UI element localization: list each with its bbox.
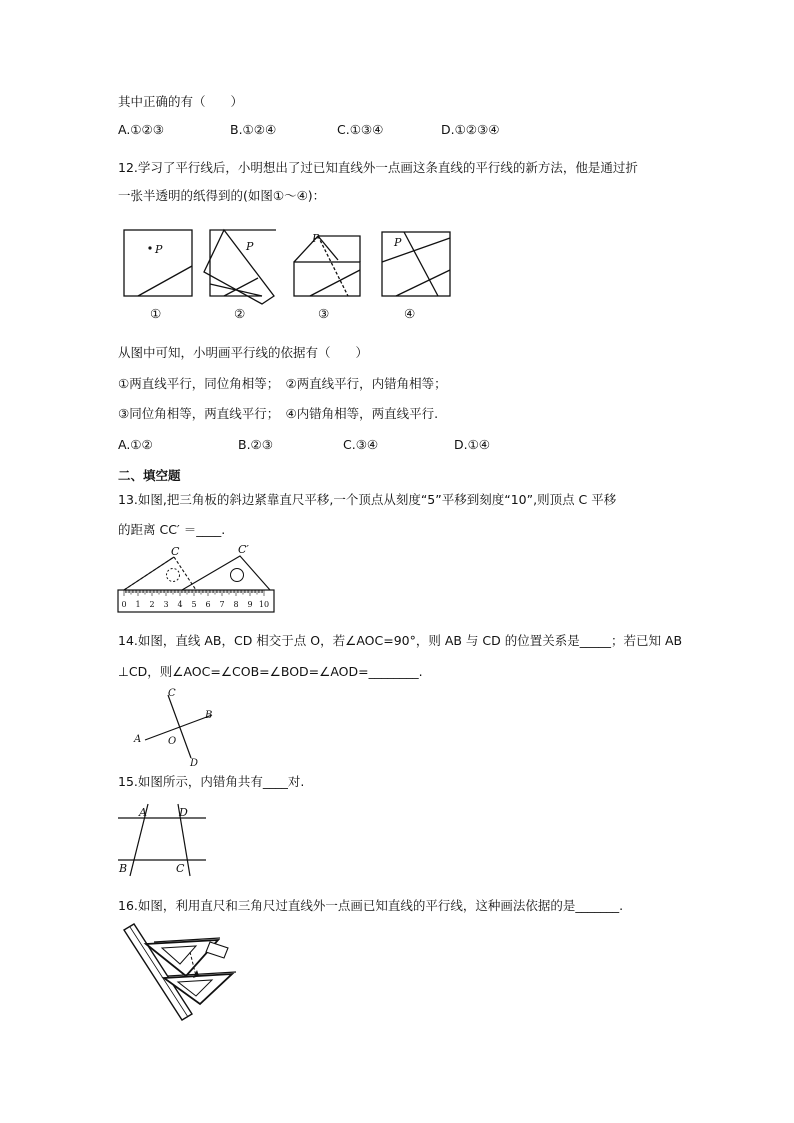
q11-option-d: D.①②③④ — [441, 122, 500, 137]
ruler-tick-label: 7 — [219, 600, 225, 609]
fold-figure-1-label: ① — [150, 306, 162, 321]
label-a: A — [139, 806, 147, 819]
label-d: D — [190, 758, 199, 769]
q11-option-c: C.①③④ — [337, 122, 384, 137]
label-c: C — [171, 545, 180, 558]
ruler-tick-label: 5 — [191, 600, 197, 609]
fold-figure-4-point-label: P — [394, 236, 402, 249]
q12-stem-line2: 一张半透明的纸得到的(如图①～④)： — [118, 188, 326, 203]
q11-option-b: B.①②④ — [230, 122, 277, 137]
section-title: 二、填空题 — [118, 468, 181, 483]
pencil — [206, 942, 228, 958]
label-o: O — [168, 736, 177, 747]
label-b: B — [119, 862, 128, 875]
ruler-tick-label: 4 — [177, 600, 183, 609]
label-d: D — [179, 806, 188, 819]
ruler-tick-label: 9 — [247, 600, 253, 609]
label-c: C — [168, 688, 176, 699]
ruler-tick-label: 6 — [205, 600, 211, 609]
q12-option-c: C.③④ — [343, 437, 379, 452]
q14-stem-line2: ⊥CD，则∠AOC=∠COB=∠BOD=∠AOD=________. — [118, 664, 423, 679]
q12-question: 从图中可知，小明画平行线的依据有（ ） — [118, 345, 369, 360]
q12-option-a: A.①② — [118, 437, 153, 452]
label-c-prime: C′ — [238, 543, 249, 556]
q12-option-b: B.②③ — [238, 437, 273, 452]
q16-stem: 16.如图，利用直尺和三角尺过直线外一点画已知直线的平行线，这种画法依据的是_______. — [118, 898, 624, 913]
fold-figure-3-point-label: P — [312, 232, 320, 245]
ruler-tick-label: 3 — [163, 600, 169, 609]
fold-figure-4-label: ④ — [404, 306, 416, 321]
ruler-tick-label: 8 — [233, 600, 239, 609]
q13-stem-line1: 13.如图,把三角板的斜边紧靠直尺平移,一个顶点从刻度“5”平移到刻度“10”,则顶点 C 平移 — [118, 492, 617, 507]
fold-figure-3-label: ③ — [318, 306, 330, 321]
fold-figure-1-point-label: P — [155, 243, 163, 256]
q15-stem: 15.如图所示，内错角共有____对. — [118, 774, 305, 789]
ruler-tick-label: 1 — [135, 600, 141, 609]
label-c: C — [176, 862, 185, 875]
q13-stem-line2: 的距离 CC′ ＝____. — [118, 522, 226, 537]
q12-option-d: D.①④ — [454, 437, 491, 452]
q12-statement-1: ①两直线平行，同位角相等； ②两直线平行，内错角相等； — [118, 376, 447, 391]
ruler-tick-label: 2 — [149, 600, 155, 609]
fold-figure-2-point-label: P — [246, 240, 254, 253]
label-a: A — [134, 734, 142, 745]
ruler-tick-label: 10 — [258, 600, 270, 609]
fold-figure-2-label: ② — [234, 306, 246, 321]
q12-stem-line1: 12.学习了平行线后，小明想出了过已知直线外一点画这条直线的平行线的新方法，他是通过折 — [118, 160, 638, 175]
q11-option-a: A.①②③ — [118, 122, 164, 137]
q12-statement-2: ③同位角相等，两直线平行； ④内错角相等，两直线平行. — [118, 406, 439, 421]
label-b: B — [205, 710, 213, 721]
q14-stem-line1: 14.如图，直线 AB，CD 相交于点 O，若∠AOC=90°，则 AB 与 CD 的位置关系是_____；若已知 AB — [118, 633, 683, 648]
ruler-tick-label: 0 — [121, 600, 127, 609]
q11-stem-tail: 其中正确的有（ ） — [118, 94, 244, 109]
